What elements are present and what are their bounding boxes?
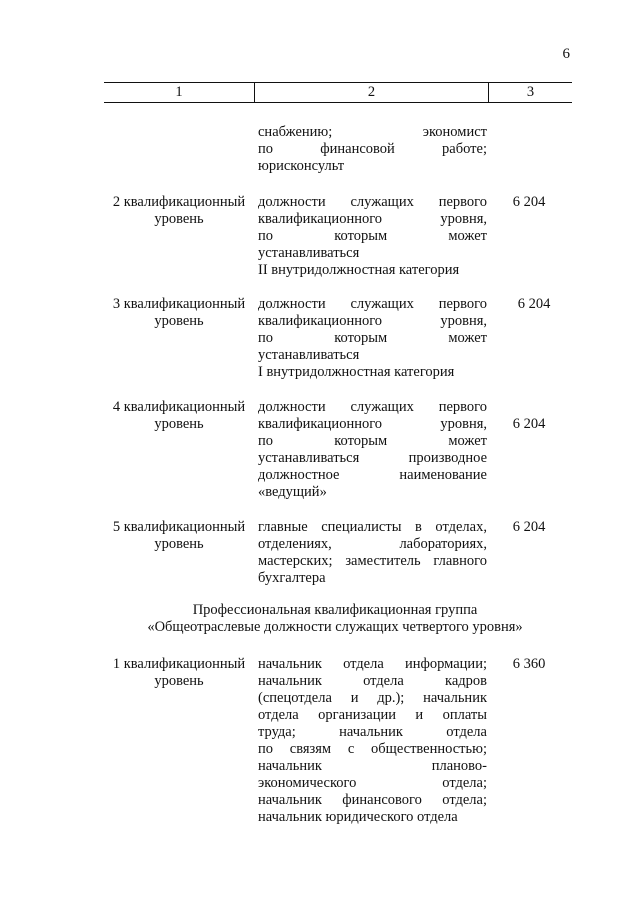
header-col-1: 1 (104, 83, 255, 102)
description-line: квалификационного уровня, (258, 313, 487, 329)
row-description (258, 519, 487, 587)
description-line: мастерских; заместитель главного (258, 553, 487, 569)
level-line: 2 квалификационный (112, 194, 246, 210)
row-description (258, 399, 487, 501)
description-line: устанавливаться (258, 245, 360, 261)
row-value: 6 204 (512, 194, 546, 210)
description-line: юрисконсульт (258, 158, 345, 174)
row-value: 6 360 (512, 656, 546, 672)
description-line: начальник юридического отдела (258, 809, 458, 825)
description-line: II внутридолжностная категория (258, 262, 460, 278)
description-line: должности служащих первого (258, 296, 487, 312)
description-line: I внутридолжностная категория (258, 364, 455, 380)
row-level (104, 296, 254, 330)
row-value: 6 204 (517, 296, 551, 312)
level-line: уровень (154, 536, 204, 552)
level-line: уровень (154, 673, 204, 689)
description-line: по которым может (258, 330, 487, 346)
description-line: отделениях, лабораториях, (258, 536, 487, 552)
description-line: бухгалтера (258, 570, 326, 586)
row-level (104, 399, 254, 433)
row-level (104, 194, 254, 228)
level-line: уровень (154, 211, 204, 227)
row-description (258, 296, 487, 381)
header-col-2: 2 (255, 83, 489, 102)
row-value: 6 204 (512, 416, 546, 432)
description-line: (спецотдела и др.); начальник (258, 690, 487, 706)
table-header (104, 82, 572, 103)
group-title-line-2: «Общеотраслевые должности служащих четвертого уровня» (147, 619, 523, 635)
description-line: начальник отдела кадров (258, 673, 487, 689)
level-line: 4 квалификационный (112, 399, 246, 415)
level-line: уровень (154, 313, 204, 329)
description-line: устанавливаться производное (258, 450, 487, 466)
description-line: отдела организации и оплаты (258, 707, 487, 723)
description-line: начальник отдела информации; (258, 656, 487, 672)
description-line: устанавливаться (258, 347, 360, 363)
page-number: 6 (562, 46, 570, 62)
header-col-3: 3 (526, 84, 535, 100)
description-line: главные специалисты в отделах, (258, 519, 487, 535)
description-line: начальник планово- (258, 758, 487, 774)
description-line: труда; начальник отдела (258, 724, 487, 740)
level-line: 5 квалификационный (112, 519, 246, 535)
description-line: «ведущий» (258, 484, 327, 500)
description-line: снабжению; экономист (258, 124, 487, 140)
description-line: по которым может (258, 228, 487, 244)
row-value: 6 204 (512, 519, 546, 535)
group-title-line-1: Профессиональная квалификационная группа (192, 602, 478, 618)
description-line: экономического отдела; (258, 775, 487, 791)
description-line: должности служащих первого (258, 194, 487, 210)
description-line: должностное наименование (258, 467, 487, 483)
level-line: уровень (154, 416, 204, 432)
description-line: по которым может (258, 433, 487, 449)
row-level (104, 519, 254, 553)
description-line: начальник финансового отдела; (258, 792, 487, 808)
description-line: по связям с общественностью; (258, 741, 487, 757)
description-line: квалификационного уровня, (258, 416, 487, 432)
level-line: 1 квалификационный (112, 656, 246, 672)
level-line: 3 квалификационный (112, 296, 246, 312)
group-title (100, 602, 570, 636)
row-level (104, 656, 254, 690)
row-description (258, 656, 487, 826)
row-description (258, 194, 487, 279)
description-line: должности служащих первого (258, 399, 487, 415)
row-description (258, 124, 487, 175)
description-line: квалификационного уровня, (258, 211, 487, 227)
description-line: по финансовой работе; (258, 141, 487, 157)
